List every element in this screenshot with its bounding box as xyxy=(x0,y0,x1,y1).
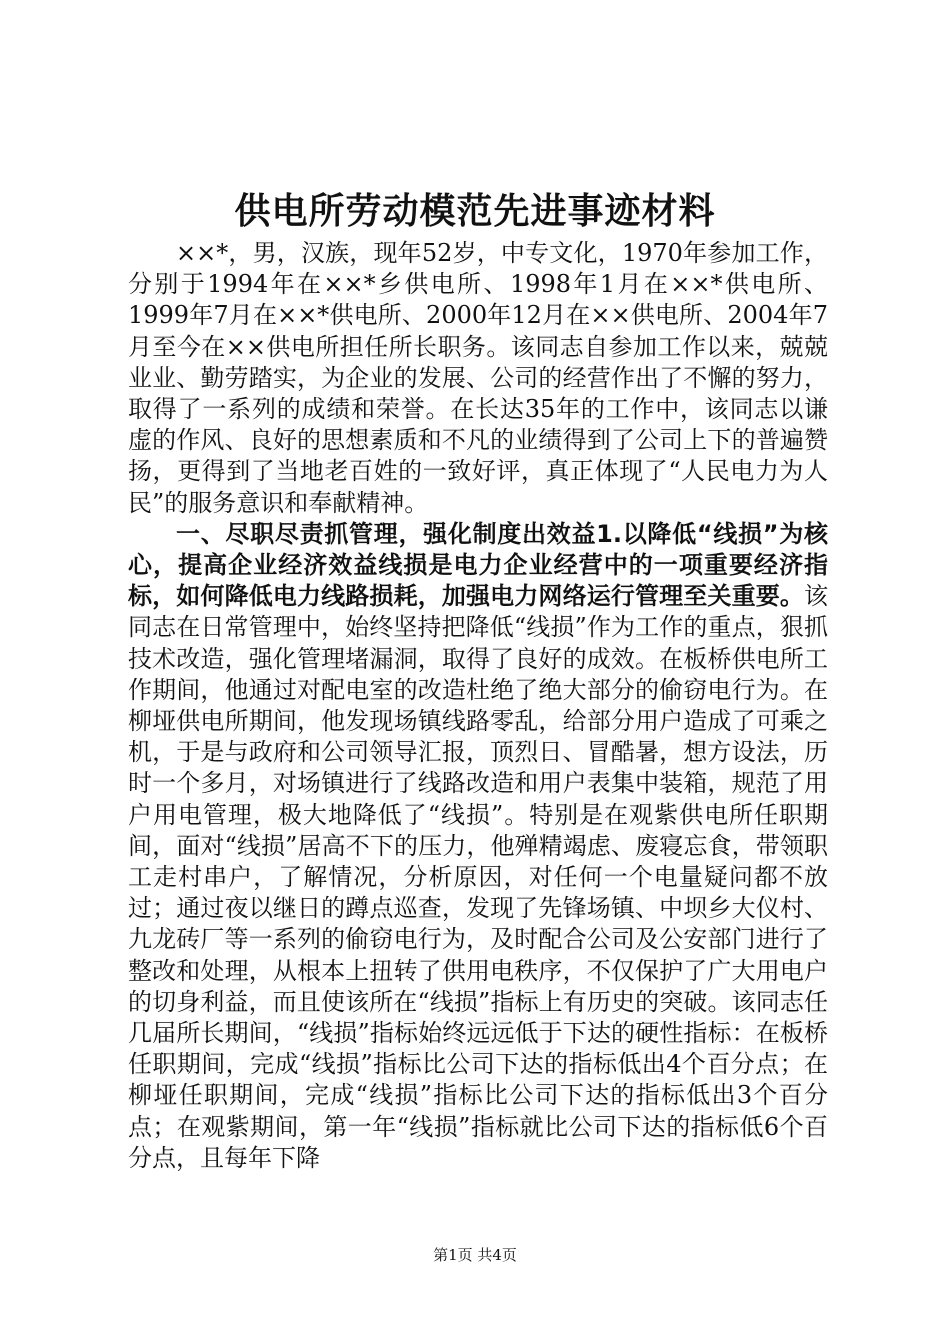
document-title: 供电所劳动模范先进事迹材料 xyxy=(234,190,716,232)
document-body xyxy=(128,238,828,1174)
page-footer: 第1页 共4页 xyxy=(433,1246,517,1264)
paragraph-intro: ××*，男，汉族，现年52岁，中专文化，1970年参加工作，分别于1994年在××*乡供电所、1998年1月在××*供电所、1999年7月在××*供电所、2000年12月在××供电所、2004年7月至今在××供电所担任所长职务。该同志自参加工作以来，兢兢业业、勤劳踏实，为企业的发展、公司的经营作出了不懈的努力，取得了一系列的成绩和荣誉。在长达35年的工作中，该同志以谦虚的作风、良好的思想素质和不凡的业绩得到了公司上下的普遍赞扬，更得到了当地老百姓的一致好评，真正体现了“人民电力为人民”的服务意识和奉献精神。 xyxy=(128,239,828,517)
paragraph-section-one xyxy=(128,519,828,1174)
section-heading: 一、尽职尽责抓管理，强化制度出效益1.以降低“线损”为核心，提高企业经济效益线损是电力企业经营中的一项重要经济指标，如何降低电力线路损耗，加强电力网络运行管理至关重要。 xyxy=(128,519,828,611)
section-body: 该同志在日常管理中，始终坚持把降低“线损”作为工作的重点，狠抓技术改造，强化管理堵漏洞，取得了良好的成效。在板桥供电所工作期间，他通过对配电室的改造杜绝了绝大部分的偷窃电行为。在柳垭供电所期间，他发现场镇线路零乱，给部分用户造成了可乘之机，于是与政府和公司领导汇报，顶烈日、冒酷暑，想方设法，历时一个多月，对场镇进行了线路改造和用户表集中装箱，规范了用户用电管理，极大地降低了“线损”。特别是在观紫供电所任职期间，面对“线损”居高不下的压力，他殚精竭虑、废寝忘食，带领职工走村串户，了解情况，分析原因，对任何一个电量疑问都不放过；通过夜以继日的蹲点巡查，发现了先锋场镇、中坝乡大仪村、九龙砖厂等一系列的偷窃电行为，及时配合公司及公安部门进行了整改和处理，从根本上扭转了供用电秩序，不仅保护了广大用电户的切身利益，而且使该所在“线损”指标上有历史的突破。该同志任几届所长期间，“线损”指标始终远远低于下达的硬性指标：在板桥任职期间，完成“线损”指标比公司下达的指标低出4个百分点；在柳垭任职期间，完成“线损”指标比公司下达的指标低出3个百分点；在观紫期间，第一年“线损”指标就比公司下达的指标低6个百分点，且每年下降 xyxy=(128,582,828,1172)
